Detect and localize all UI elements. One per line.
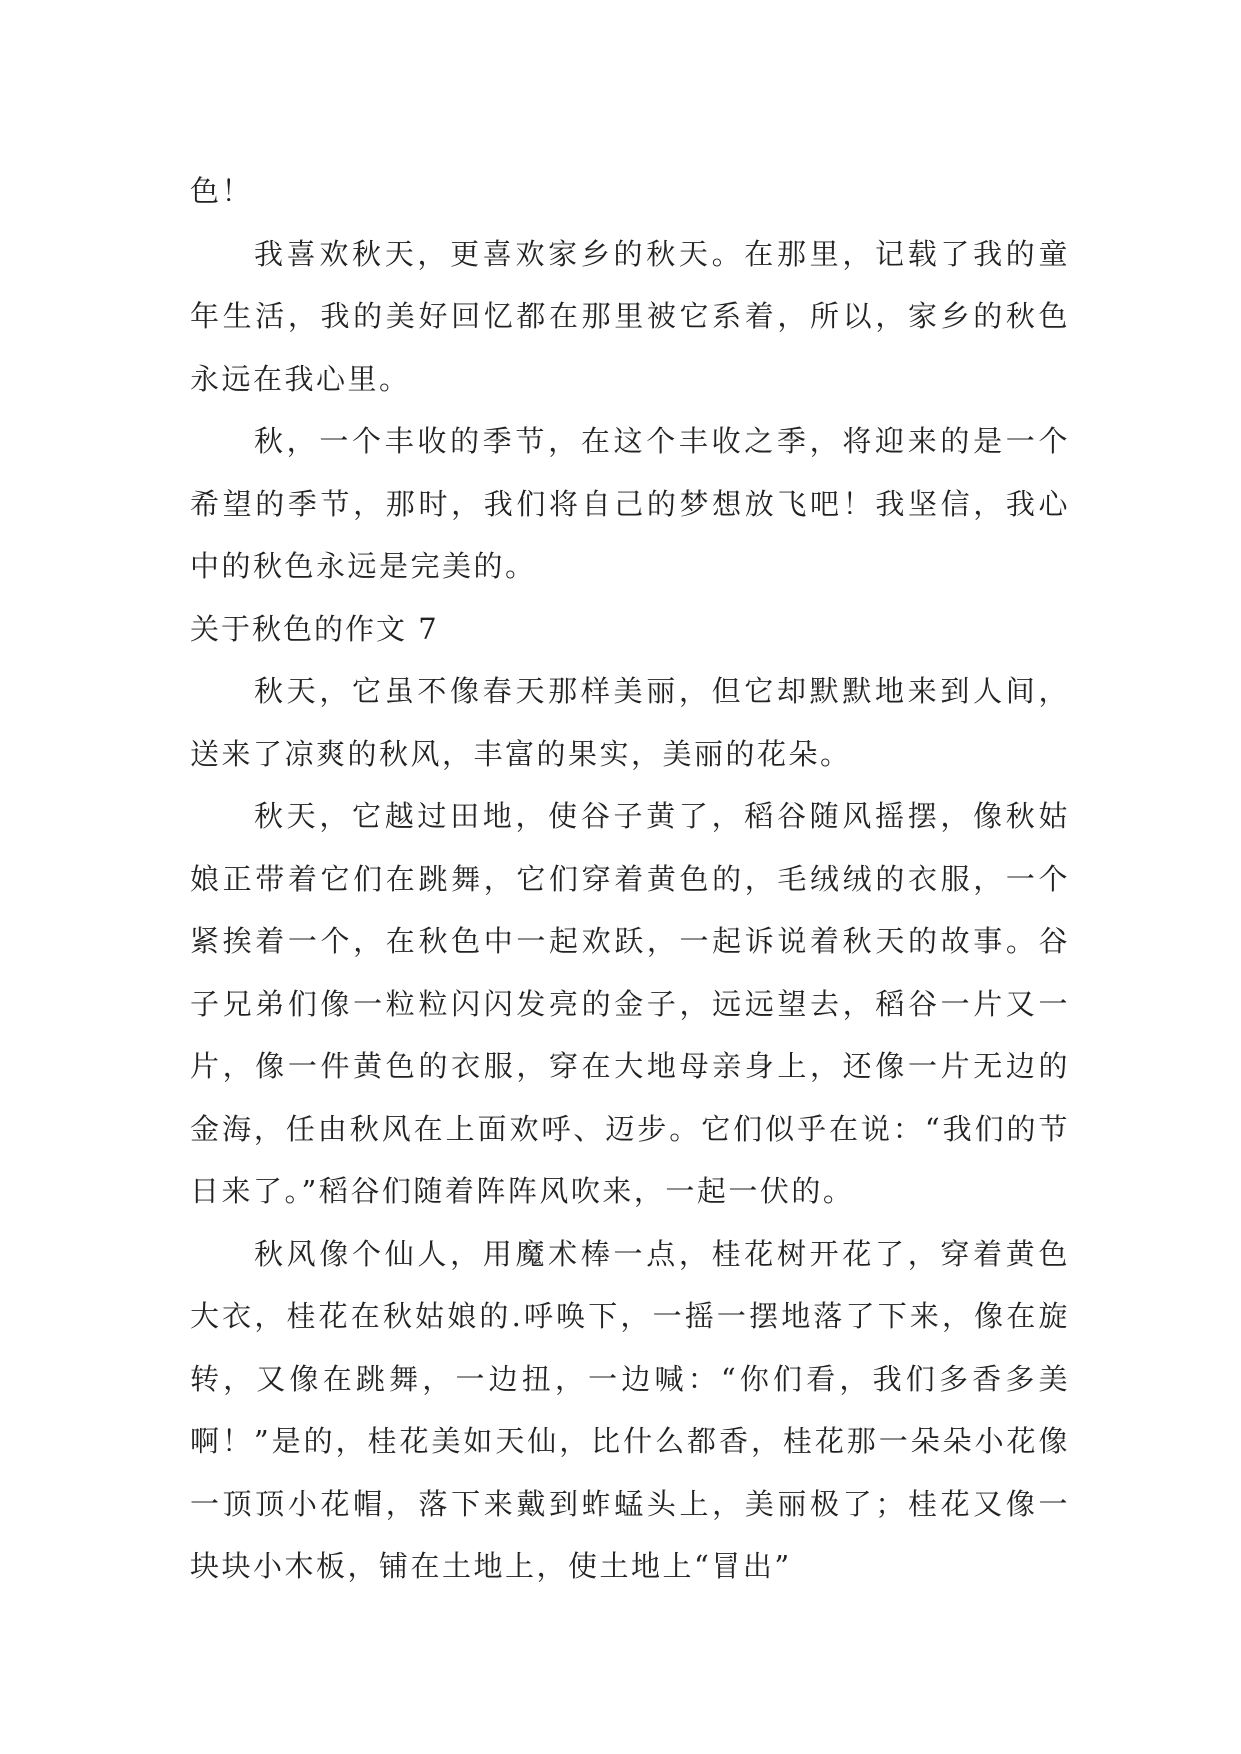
- document-body: [190, 160, 1070, 1598]
- paragraph: 秋风像个仙人，用魔术棒一点，桂花树开花了，穿着黄色大衣，桂花在秋姑娘的.呼唤下，一摇一摆地落了下来，像在旋转，又像在跳舞，一边扭，一边喊：“你们看，我们多香多美啊！”是的，桂花美如天仙，比什么都香，桂花那一朵朵小花像一顶顶小花帽，落下来戴到蚱蜢头上，美丽极了；桂花又像一块块小木板，铺在土地上，使土地上“冒出”: [190, 1236, 1070, 1583]
- paragraph-continuation: 色！: [190, 174, 254, 208]
- paragraph: 秋，一个丰收的季节，在这个丰收之季，将迎来的是一个希望的季节，那时，我们将自己的梦想放飞吧！我坚信，我心中的秋色永远是完美的。: [190, 424, 1070, 583]
- paragraph: 秋天，它虽不像春天那样美丽，但它却默默地来到人间，送来了凉爽的秋风，丰富的果实，美丽的花朵。: [190, 674, 1070, 771]
- essay-title: 关于秋色的作文 7: [190, 611, 439, 646]
- paragraph: 我喜欢秋天，更喜欢家乡的秋天。在那里，记载了我的童年生活，我的美好回忆都在那里被它系着，所以，家乡的秋色永远在我心里。: [190, 236, 1070, 396]
- paragraph: 秋天，它越过田地，使谷子黄了，稻谷随风摇摆，像秋姑娘正带着它们在跳舞，它们穿着黄色的，毛绒绒的衣服，一个紧挨着一个，在秋色中一起欢跃，一起诉说着秋天的故事。谷子兄弟们像一粒粒闪闪发亮的金子，远远望去，稻谷一片又一片，像一件黄色的衣服，穿在大地母亲身上，还像一片无边的金海，任由秋风在上面欢呼、迈步。它们似乎在说：“我们的节日来了。”稻谷们随着阵阵风吹来，一起一伏的。: [190, 799, 1070, 1208]
